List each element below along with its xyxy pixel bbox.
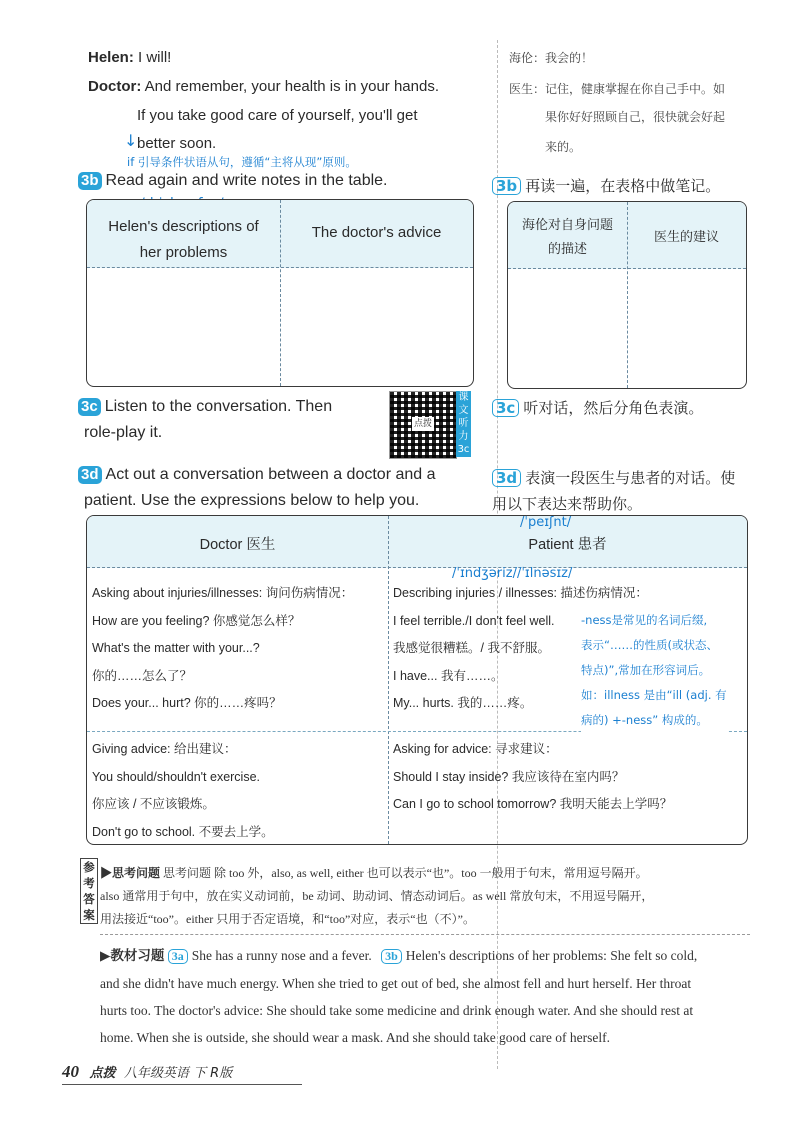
doctor-head: Doctor 医生	[199, 537, 276, 553]
qr-label: 课文听力3c	[457, 392, 470, 455]
ness-suffix-note	[581, 608, 727, 733]
page-number: 40	[62, 1062, 79, 1081]
qr-center-label: 点拨	[413, 419, 432, 429]
ex3d-line2: patient. Use the expressions below to help you.	[84, 492, 420, 509]
patient-block1-line1: Describing injuries / illnesses: 描述伤病情况：	[393, 586, 648, 600]
if-arrow-icon: ↓	[124, 131, 138, 150]
think-text-3: 用法接近“too”。either 只用于否定语境，和“too”对应，表示“也（不）”。	[100, 912, 475, 926]
patient-block1-line2: I feel terrible./I don't feel well.	[393, 613, 555, 628]
ex3c-zh-tag: 3c	[492, 399, 519, 417]
ex3b-heading	[78, 172, 387, 190]
zh-header-helen-line1: 海伦对自身问题	[521, 218, 613, 233]
table-header-helen	[87, 214, 280, 266]
doctor-text-2: If you take good care of yourself, you'll get	[137, 107, 418, 124]
ex3c-heading	[78, 394, 332, 446]
injuries-illnesses-phonetic: /ˈɪndʒəriz//ˈɪlnəsɪz/	[452, 566, 573, 581]
zh-header-helen-line2: 的描述	[547, 242, 587, 257]
doctor-block2-line1: Giving advice: 给出建议：	[92, 742, 237, 756]
think-title: ▶思考问题	[100, 866, 161, 880]
patient-block1-line4: I have... 我有……。	[393, 668, 504, 683]
page-footer	[62, 1062, 232, 1082]
helen-speaker: Helen:	[88, 49, 134, 66]
doctor-text-1: And remember, your health is in your hands.	[144, 78, 439, 95]
ex3d-expressions-table	[86, 515, 748, 845]
patient-block2-line1: Asking for advice: 寻求建议：	[393, 742, 558, 756]
think-text-1: 思考问题 除 too 外，also, as well, either 也可以表示“也”。too 一般用于句末，常用逗号隔开。	[163, 866, 648, 880]
doctor-block-advice	[92, 736, 274, 845]
tb-3a-answer: She has a runny nose and a fever.	[191, 948, 372, 963]
doctor-speaker: Doctor:	[88, 78, 142, 95]
answers-label: 参考答案	[80, 858, 98, 924]
doctor-line	[88, 78, 439, 95]
answers-divider	[100, 934, 750, 935]
doctor-block1-line4: 你的……怎么了？	[92, 668, 193, 683]
patient-head: Patient 患者	[528, 537, 607, 553]
book-title: 八年级英语 下 R版	[123, 1066, 233, 1081]
ness-note-line3: 特点)”,常加在形容词后。	[581, 663, 711, 677]
tb-line-4: home. When she is outside, she should wear a mask. And she should take good care of herself.	[100, 1030, 611, 1045]
tb-line-3: hurts too. The doctor's advice: She should take some medicine and drink enough water. And she should rest at	[100, 1003, 694, 1018]
tb-3a-tag: 3a	[168, 949, 188, 964]
ex3b-notes-table	[86, 199, 474, 387]
think-text-2: also 通常用于句中，放在实义动词前，be 动词、助动词、情态动词后。as well 常放句末，不用逗号隔开，	[100, 889, 654, 903]
doctor-zh-3: 来的。	[545, 140, 582, 154]
doctor-block2-line2: You should/shouldn't exercise.	[92, 769, 261, 784]
ness-note-line2: 表示“……的性质(或状态、	[581, 638, 718, 652]
ex3b-tag: 3b	[78, 172, 102, 190]
think-question-answer	[100, 862, 760, 931]
ex3d-zh-tag: 3d	[492, 469, 521, 487]
ness-note-line4: 如：illness 是由“ill (adj. 有	[581, 688, 727, 702]
ex3b-zh-table	[507, 201, 747, 389]
ex3d-line1: Act out a conversation between a doctor and a	[105, 466, 436, 483]
expressions-column-divider	[388, 516, 389, 844]
ex3d-tag: 3d	[78, 466, 102, 484]
textbook-exercise-answers	[100, 942, 760, 1051]
ex3c-zh-text: 听对话，然后分角色表演。	[523, 399, 704, 417]
ex3c-line2: role-play it.	[84, 424, 163, 441]
ex3b-zh-tag: 3b	[492, 177, 521, 195]
ex3c-tag: 3c	[78, 398, 101, 416]
doctor-block-asking	[92, 580, 353, 718]
tb-line-2: and she didn't have much energy. When she tried to get out of bed, she almost fell and hurt herself. Her throat	[100, 976, 692, 991]
ness-note-line5: 病的) +-ness” 构成的。	[581, 713, 708, 727]
brand-name: 点拨	[89, 1066, 116, 1081]
tb-title: ▶教材习题	[100, 948, 165, 964]
ex3d-heading	[78, 462, 436, 514]
helen-text: I will!	[138, 49, 172, 66]
zh-header-doctor: 医生的建议	[653, 230, 719, 245]
qr-code-icon[interactable]	[389, 391, 457, 459]
patient-block1-line5: My... hurts. 我的……疼。	[393, 696, 533, 710]
ex3d-zh-line2: 用以下表达来帮助你。	[492, 495, 643, 513]
ex3c-line1: Listen to the conversation. Then	[104, 398, 333, 415]
ex3b-zh-heading	[492, 175, 720, 196]
doctor-text-3: better soon.	[137, 135, 217, 152]
doctor-block2-line4: Don't go to school. 不要去上学。	[92, 824, 274, 839]
patient-block2-line3: Can I go to school tomorrow? 我明天能去上学吗？	[393, 797, 673, 811]
doctor-block2-line3: 你应该 / 不应该锻炼。	[92, 797, 215, 811]
zh-header-helen	[508, 214, 627, 262]
ex3b-zh-instruction: 再读一遍，在表格中做笔记。	[525, 177, 721, 195]
ex3d-zh-line1: 表演一段医生与患者的对话。使	[525, 469, 736, 487]
doctor-block1-line2: How are you feeling? 你感觉怎么样？	[92, 613, 301, 628]
patient-phonetic: /ˈpeɪʃnt/	[520, 515, 572, 530]
helen-zh: 海伦：我会的！	[509, 51, 594, 65]
footer-rule	[62, 1084, 302, 1085]
ness-note-line1: -ness是常见的名词后缀,	[581, 613, 708, 627]
doctor-block1-line3: What's the matter with your...?	[92, 641, 260, 655]
tb-3b-tag: 3b	[381, 949, 402, 964]
ex3c-zh-heading	[492, 397, 703, 418]
doctor-zh-1: 医生：记住，健康掌握在你自己手中。如	[509, 82, 726, 96]
table-header-doctor: The doctor's advice	[311, 224, 442, 241]
ex3d-zh-heading	[492, 465, 735, 517]
header-helen-line1: Helen's descriptions of	[108, 218, 259, 235]
helen-line	[88, 49, 171, 66]
doctor-block1-line1: Asking about injuries/illnesses: 询问伤病情况：	[92, 586, 354, 600]
if-note: if 引导条件状语从句，遵循“主将从现”原则。	[127, 155, 357, 169]
tb-3b-answer: Helen's descriptions of her problems: She felt so cold,	[405, 948, 698, 963]
patient-block2-line2: Should I stay inside? 我应该待在室内吗？	[393, 769, 625, 784]
ex3b-instruction: Read again and write notes in the table.	[105, 172, 388, 189]
patient-block-asking-advice	[393, 736, 672, 819]
header-helen-line2: her problems	[139, 244, 228, 261]
doctor-block1-line5: Does your... hurt? 你的……疼吗？	[92, 696, 282, 710]
doctor-zh-2: 果你好好照顾自己，很快就会好起	[545, 110, 726, 124]
patient-block1-line3: 我感觉很糟糕。/ 我不舒服。	[393, 641, 550, 655]
